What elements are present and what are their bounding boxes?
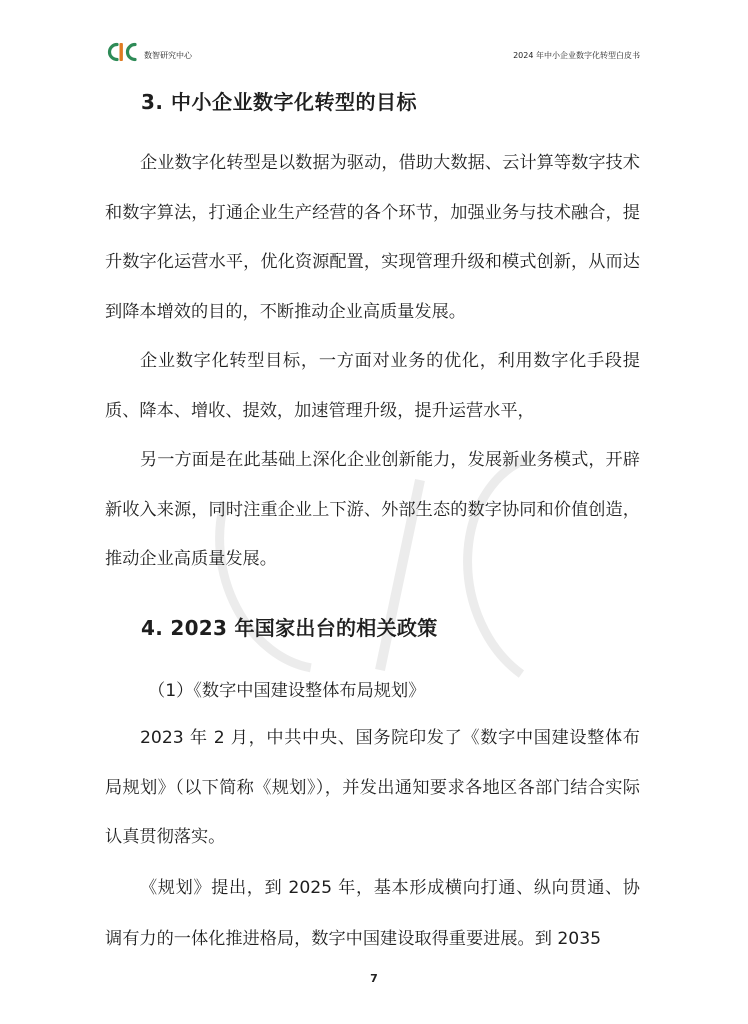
section-4-paragraph-1: 2023 年 2 月，中共中央、国务院印发了《数字中国建设整体布局规划》（以下简称《规划》），并发出通知要求各地区各部门结合实际认真贯彻落实。 <box>105 728 640 847</box>
section-4-heading: 4. 2023 年国家出台的相关政策 <box>141 616 438 640</box>
section-4-paragraph-2: 《规划》提出，到 2025 年，基本形成横向打通、纵向贯通、协调有力的一体化推进格局，数字中国建设取得重要进展。到 2035 <box>105 878 640 949</box>
cic-logo <box>105 40 139 64</box>
section-3-heading: 3. 中小企业数字化转型的目标 <box>141 90 417 114</box>
document-title: 2024 年中小企业数字化转型白皮书 <box>513 51 640 60</box>
policy-subheading: （1）《数字中国建设整体布局规划》 <box>148 681 426 701</box>
section-3-paragraph-2: 企业数字化转型目标，一方面对业务的优化，利用数字化手段提质、降本、增收、提效，加速管理升级，提升运营水平， <box>105 351 640 421</box>
section-3-paragraph-3: 另一方面是在此基础上深化企业创新能力，发展新业务模式，开辟新收入来源，同时注重企业上下游、外部生态的数字协同和价值创造，推动企业高质量发展。 <box>105 450 640 569</box>
org-name: 数智研究中心 <box>144 51 192 60</box>
page-number: 7 <box>370 972 378 985</box>
section-3-paragraph-1: 企业数字化转型是以数据为驱动，借助大数据、云计算等数字技术和数字算法，打通企业生产经营的各个环节，加强业务与技术融合，提升数字化运营水平，优化资源配置，实现管理升级和模式创新，从而达到降本增效的目的，不断推动企业高质量发展。 <box>105 153 640 322</box>
page-header <box>105 38 640 66</box>
